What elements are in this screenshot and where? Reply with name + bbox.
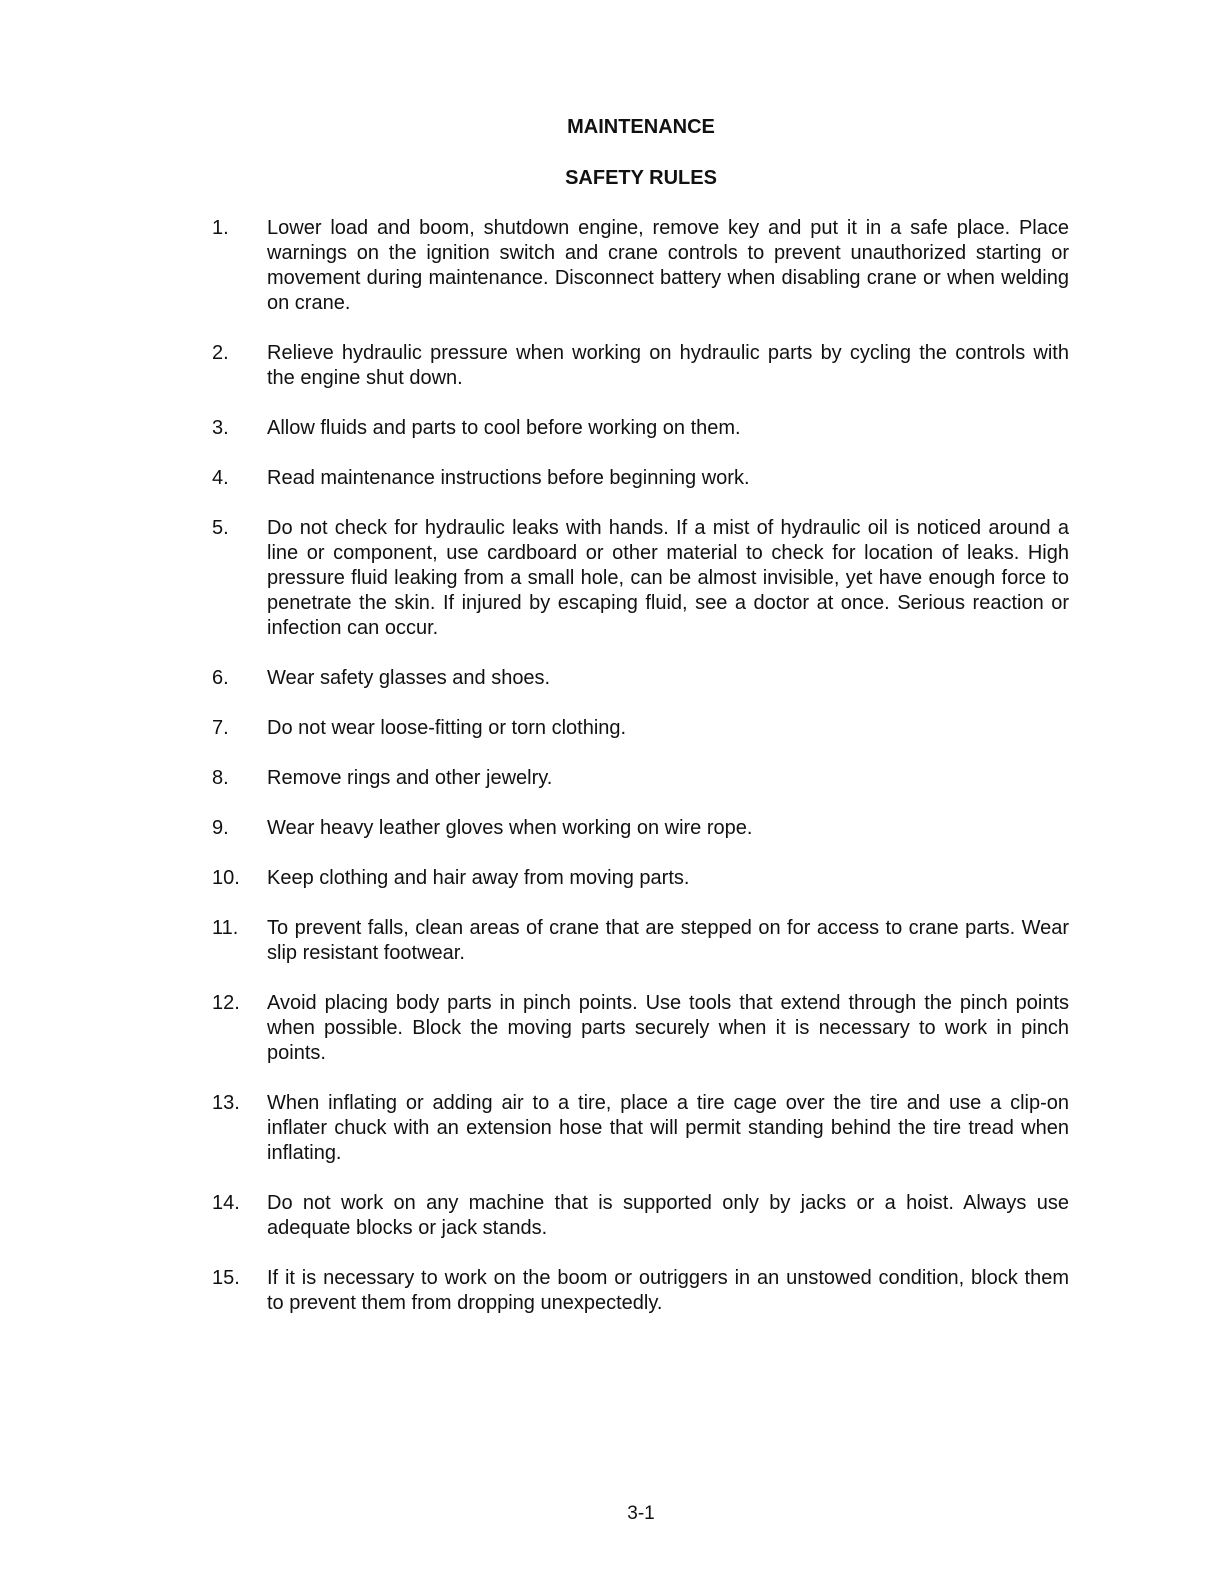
list-item — [212, 816, 1069, 841]
rule-text: Do not work on any machine that is supported only by jacks or a hoist. Always use adequate blocks or jack stands. — [267, 1192, 1069, 1239]
safety-rules-list — [212, 216, 1069, 1341]
rule-number: 13. — [212, 1092, 240, 1114]
rule-number: 7. — [212, 717, 229, 739]
list-item — [212, 1191, 1069, 1241]
rule-number: 5. — [212, 517, 229, 539]
rule-number: 3. — [212, 417, 229, 439]
list-item — [212, 1091, 1069, 1166]
rule-text: If it is necessary to work on the boom or outriggers in an unstowed condition, block them to prevent them from dropping unexpectedly. — [267, 1267, 1069, 1314]
rule-number: 1. — [212, 217, 229, 239]
list-item — [212, 1266, 1069, 1316]
list-item — [212, 516, 1069, 641]
rule-text: Avoid placing body parts in pinch points. Use tools that extend through the pinch points when possible. Block the moving parts securely when it is necessary to work in pinch points. — [267, 992, 1069, 1064]
rule-text: Allow fluids and parts to cool before working on them. — [267, 417, 741, 439]
page-number: 3-1 — [627, 1503, 655, 1524]
rule-number: 15. — [212, 1267, 240, 1289]
rule-text: Read maintenance instructions before beginning work. — [267, 467, 750, 489]
list-item — [212, 766, 1069, 791]
list-item — [212, 916, 1069, 966]
rule-text: Do not wear loose-fitting or torn clothing. — [267, 717, 627, 739]
rule-text: Wear safety glasses and shoes. — [267, 667, 551, 689]
rule-text: Wear heavy leather gloves when working on wire rope. — [267, 817, 753, 839]
list-item — [212, 416, 1069, 441]
rule-number: 10. — [212, 867, 240, 889]
rule-number: 11. — [212, 917, 239, 939]
rule-text: Keep clothing and hair away from moving parts. — [267, 867, 690, 889]
rule-number: 8. — [212, 767, 229, 789]
rule-number: 2. — [212, 342, 229, 364]
section-heading: SAFETY RULES — [565, 167, 717, 189]
list-item — [212, 466, 1069, 491]
rule-number: 6. — [212, 667, 229, 689]
list-item — [212, 216, 1069, 316]
rule-text: Lower load and boom, shutdown engine, remove key and put it in a safe place. Place warnings on the ignition switch and crane controls to prevent unauthorized starting or movement during maintenance. Disconnect battery when disabling crane or when welding on crane. — [267, 217, 1069, 314]
rule-text: Do not check for hydraulic leaks with hands. If a mist of hydraulic oil is noticed around a line or component, use cardboard or other material to check for location of leaks. High pressure fluid leaking from a small hole, can be almost invisible, yet have enough force to penetrate the skin. If injured by escaping fluid, see a doctor at once. Serious reaction or infection can occur. — [267, 517, 1069, 639]
list-item — [212, 991, 1069, 1066]
list-item — [212, 716, 1069, 741]
list-item — [212, 866, 1069, 891]
rule-number: 9. — [212, 817, 229, 839]
rule-text: Remove rings and other jewelry. — [267, 767, 553, 789]
rule-number: 14. — [212, 1192, 240, 1214]
list-item — [212, 666, 1069, 691]
page-title: MAINTENANCE — [567, 116, 715, 138]
rule-text: Relieve hydraulic pressure when working on hydraulic parts by cycling the controls with the engine shut down. — [267, 342, 1069, 389]
rule-number: 12. — [212, 992, 240, 1014]
rule-text: To prevent falls, clean areas of crane that are stepped on for access to crane parts. Wear slip resistant footwear. — [267, 917, 1069, 964]
rule-text: When inflating or adding air to a tire, place a tire cage over the tire and use a clip-on inflater chuck with an extension hose that will permit standing behind the tire tread when inflating. — [267, 1092, 1069, 1164]
list-item — [212, 341, 1069, 391]
rule-number: 4. — [212, 467, 229, 489]
